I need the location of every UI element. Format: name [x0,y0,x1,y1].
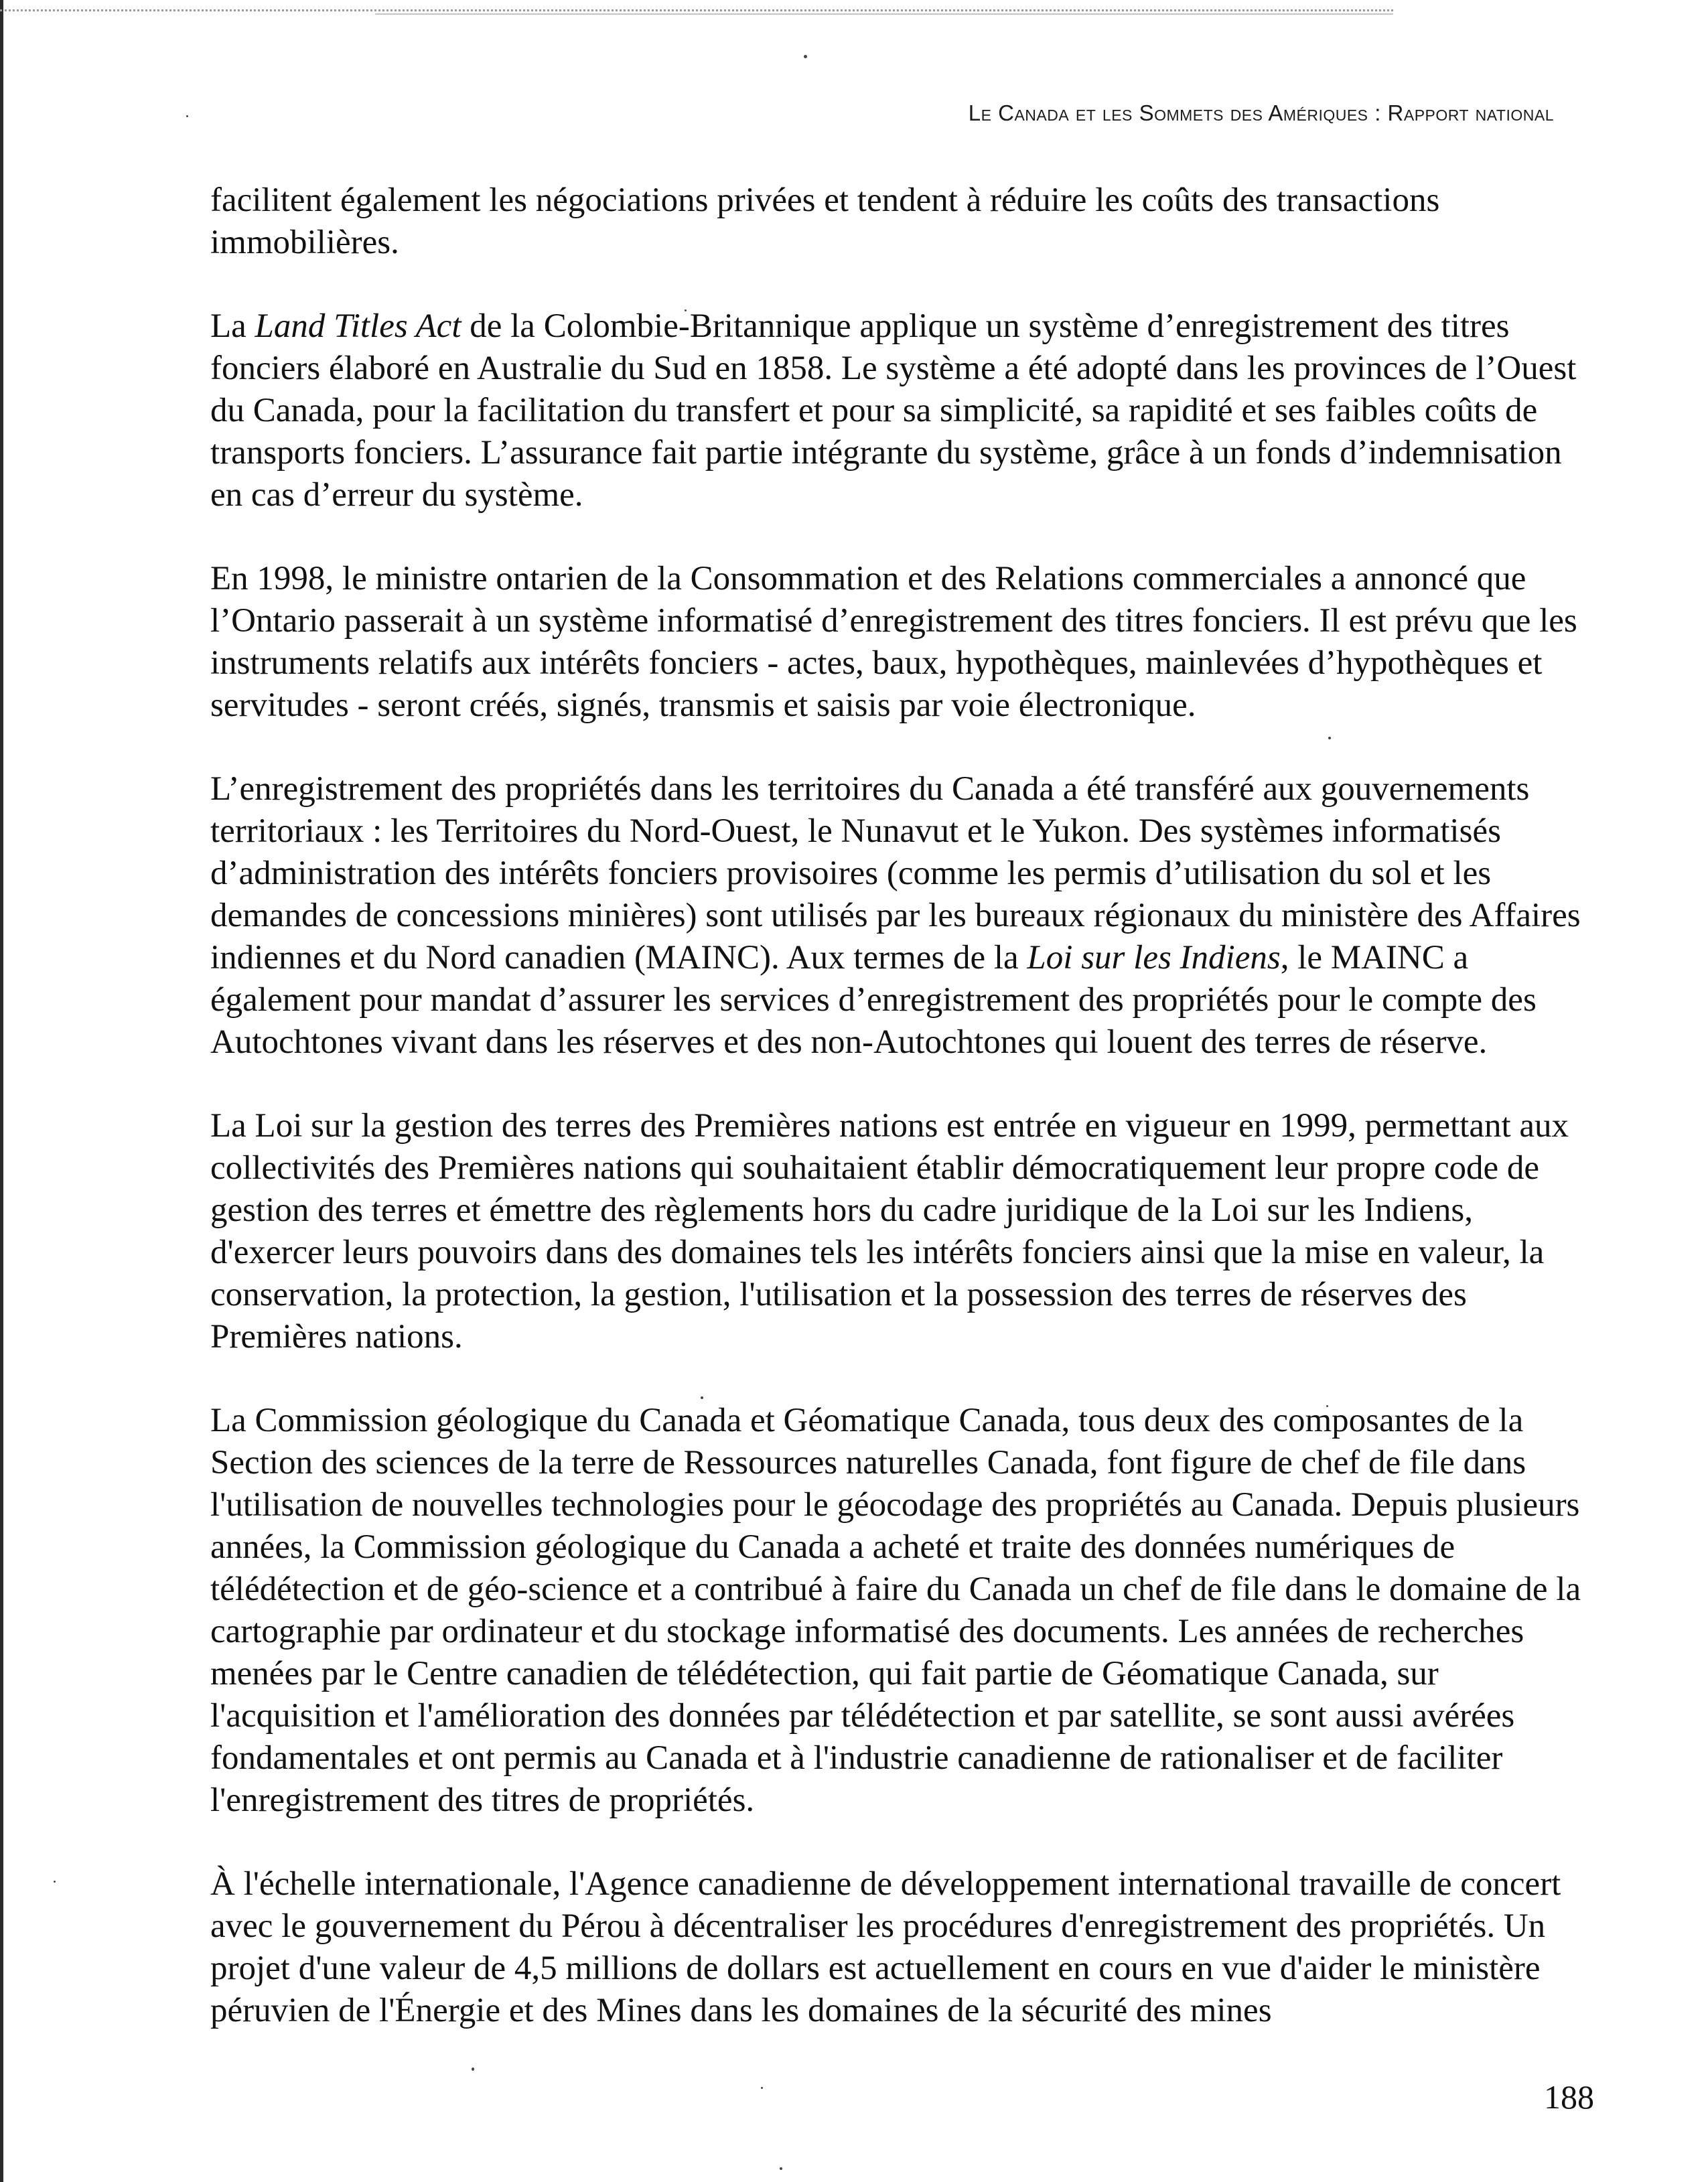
scan-top-rule-solid [375,13,1393,15]
scan-speck [761,2087,763,2089]
scan-speck [54,1881,56,1883]
body-text [210,179,1590,2074]
paragraph: facilitent également les négociations privées et tendent à réduire les coûts des transactions immobilières. [210,181,1440,261]
paragraph-text: , le MAINC a également pour mandat d’assurer les services d’enregistrement des propriétés pour le compte des Autochtones vivant dans les réserves et des non-Autochtones qui louent des terres de réserve. [210,939,1537,1061]
paragraph-text: La [210,307,255,345]
paragraph: La Commission géologique du Canada et Géomatique Canada, tous deux des composantes de la Section des sciences de la terre de Ressources naturelles Canada, font figure de chef de file dans l'utilisation de nouvelles technologies pour le géocodage des propriétés au Canada. Depuis plusieurs années, la Commission géologique du Canada a acheté et traite des données numériques de télédétection et de géo-science et a contribué à faire du Canada un chef de file dans le domaine de la cartographie par ordinateur et du stockage informatisé des documents. Les années de recherches menées par le Centre canadien de télédétection, qui fait partie de Géomatique Canada, sur l'acquisition et l'amélioration des données par télédétection et par satellite, se sont aussi avérées fondamentales et ont permis au Canada et à l'industrie canadienne de rationaliser et de faciliter l'enregistrement des titres de propriétés. [210,1402,1581,1819]
paragraph [210,768,1590,1064]
italic-title: Land Titles Act [255,307,461,345]
italic-title: Loi sur les Indiens [1027,939,1281,976]
scan-speck [780,2167,782,2170]
paragraph: À l'échelle internationale, l'Agence canadienne de développement international travaille de concert avec le gouvernement du Pérou à décentraliser les procédures d'enregistrement des propriétés. Un projet d'une valeur de 4,5 millions de dollars est actuellement en cours en vue d'aider le ministère péruvien de l'Énergie et des Mines dans les domaines de la sécurité des mines [210,1865,1561,2029]
scan-speck [804,55,807,58]
paragraph-text: L’enregistrement des propriétés dans les territoires du Canada a été transféré aux gouvernements territoriaux : les Territoires du Nord-Ouest, le Nunavut et le Yukon. Des systèmes informatisés d’administration des intérêts fonciers provisoires (comme les permis d’utilisation du sol et les demandes de concessions minières) sont utilisés par les bureaux régionaux du ministère des Affaires indiennes et du Nord canadien (MAINC). Aux termes de la [210,770,1581,976]
paragraph [210,305,1590,516]
scan-speck [186,115,188,117]
scan-left-edge [0,0,3,2182]
scan-top-rule [0,9,1393,11]
paragraph: En 1998, le ministre ontarien de la Consommation et des Relations commerciales a annoncé que l’Ontario passerait à un système informatisé d’enregistrement des titres fonciers. Il est prévu que les instruments relatifs aux intérêts fonciers - actes, baux, hypothèques, mainlevées d’hypothèques et servitudes - seront créés, signés, transmis et saisis par voie électronique. [210,560,1577,724]
paragraph: La Loi sur la gestion des terres des Premières nations est entrée en vigueur en 1999, permettant aux collectivités des Premières nations qui souhaitaient établir démocratiquement leur propre code de gestion des terres et émettre des règlements hors du cadre juridique de la Loi sur les Indiens, d'exercer leurs pouvoirs dans des domaines tels les intérêts fonciers ainsi que la mise en valeur, la conservation, la protection, la gestion, l'utilisation et la possession des terres de réserves des Premières nations. [210,1107,1569,1356]
running-header: Le Canada et les Sommets des Amériques : Rapport national [968,100,1554,125]
page-number: 188 [1544,2078,1594,2116]
paragraph-text: de la Colombie-Britannique applique un système d’enregistrement des titres fonciers élaboré en Australie du Sud en 1858. Le système a été adopté dans les provinces de l’Ouest du Canada, pour la facilitation du transfert et pour sa simplicité, sa rapidité et ses faibles coûts de transports fonciers. L’assurance fait partie intégrante du système, grâce à un fonds d’indemnisation en cas d’erreur du système. [210,307,1577,514]
